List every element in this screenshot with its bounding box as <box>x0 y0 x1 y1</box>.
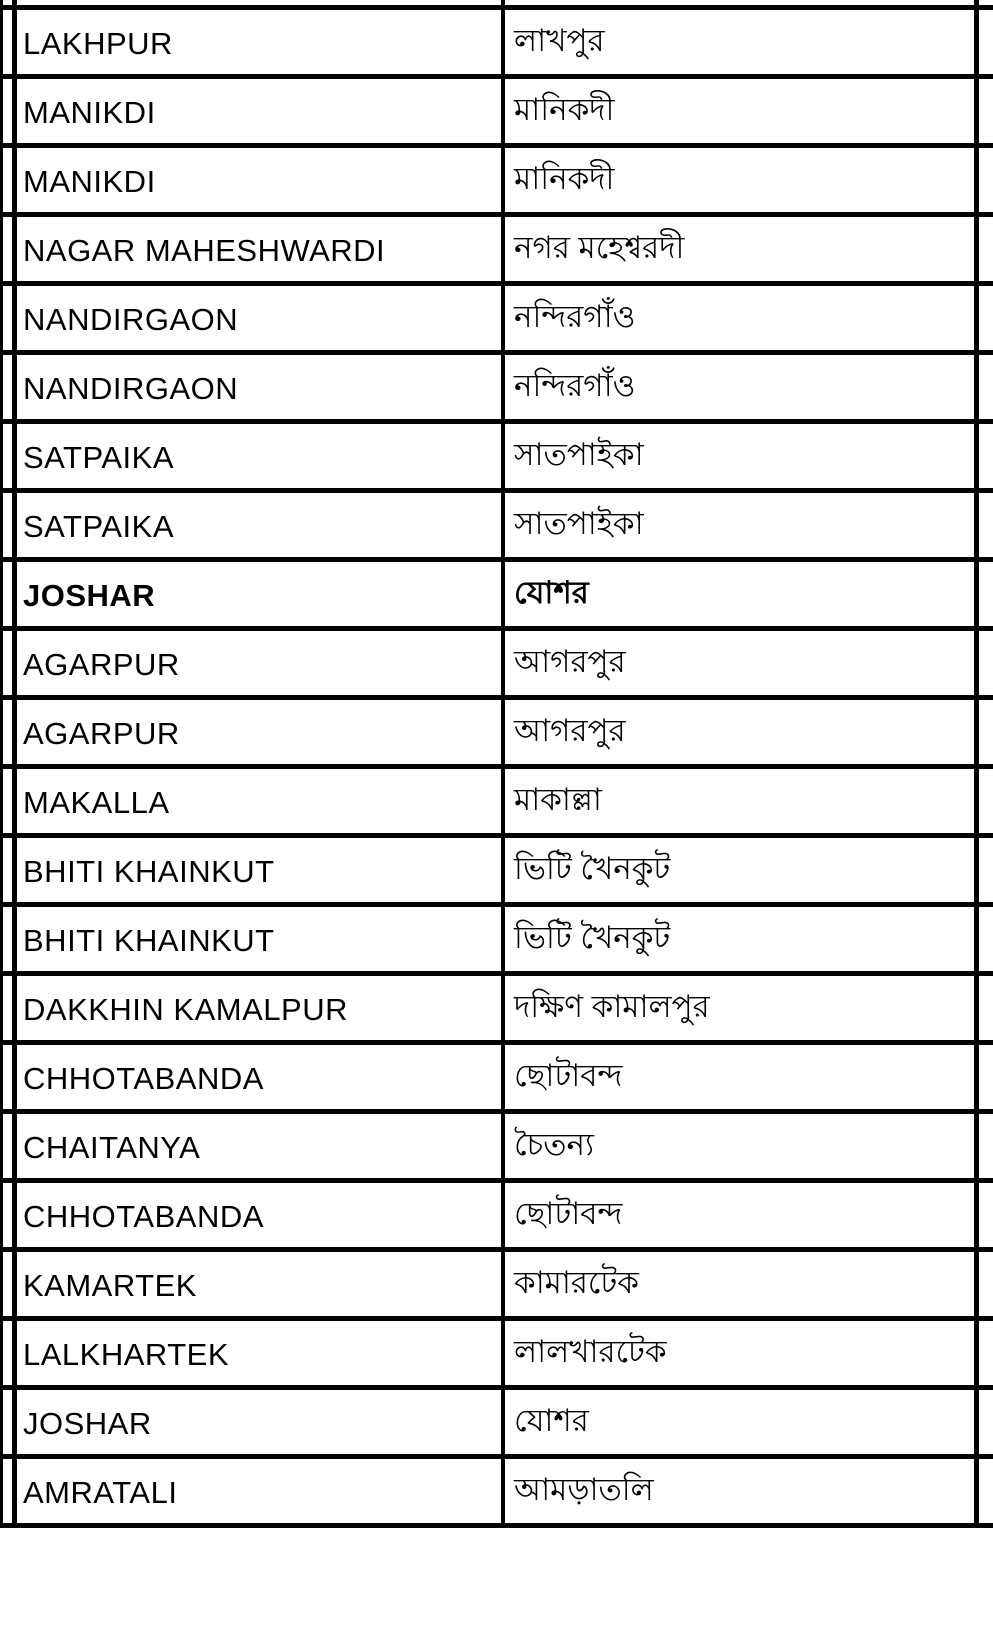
village-name-bengali: ছোটাবন্দ <box>514 1195 623 1231</box>
village-name-english: AMRATALI <box>23 1474 178 1510</box>
village-name-bengali-cell <box>505 1114 979 1178</box>
village-name-english-cell <box>17 700 505 764</box>
village-name-bengali-cell <box>505 355 979 419</box>
village-name-english-cell <box>17 976 505 1040</box>
village-name-bengali-cell <box>505 148 979 212</box>
village-name-english: AGARPUR <box>23 715 180 751</box>
village-name-bengali: ভিটি খৈনকুট <box>514 850 671 886</box>
cropped-left-column-cell <box>0 907 17 971</box>
table-row <box>0 424 993 493</box>
table-row <box>0 1183 993 1252</box>
village-name-bengali: সাতপাইকা <box>514 436 644 472</box>
table-row <box>0 838 993 907</box>
table-row <box>0 976 993 1045</box>
village-name-bengali: লাখপুর <box>514 22 605 58</box>
table-row <box>0 631 993 700</box>
village-name-bengali: সাতপাইকা <box>514 505 644 541</box>
village-name-english: SATPAIKA <box>23 508 175 544</box>
cropped-right-column-cell <box>979 976 993 1040</box>
village-name-english: NAGAR MAHESHWARDI <box>23 232 386 268</box>
table-row <box>0 217 993 286</box>
table-row <box>0 1114 993 1183</box>
village-name-bengali-cell <box>505 631 979 695</box>
village-name-english-cell <box>17 1459 505 1523</box>
table-row <box>0 148 993 217</box>
cropped-left-column-cell <box>0 631 17 695</box>
cropped-left-column-cell <box>0 769 17 833</box>
village-name-english-cell <box>17 355 505 419</box>
cropped-left-column-cell <box>0 1183 17 1247</box>
village-name-bengali: আমড়াতলি <box>514 1471 654 1507</box>
cropped-left-column-cell <box>0 1045 17 1109</box>
cropped-left-column-cell <box>0 10 17 74</box>
cropped-right-column-cell <box>979 1459 993 1523</box>
cropped-right-column-cell <box>979 631 993 695</box>
village-name-english: AGARPUR <box>23 646 180 682</box>
cropped-left-column-cell <box>0 700 17 764</box>
cropped-left-column-cell <box>0 217 17 281</box>
cropped-left-column-cell <box>0 0 17 5</box>
village-name-bengali: আগরপুর <box>514 643 626 679</box>
village-name-english-cell <box>17 0 505 5</box>
village-name-bengali: আগরপুর <box>514 712 626 748</box>
table-row <box>0 1321 993 1390</box>
cropped-right-column-cell <box>979 10 993 74</box>
cropped-left-column-cell <box>0 562 17 626</box>
cropped-right-column-cell <box>979 562 993 626</box>
cropped-left-column-cell <box>0 1252 17 1316</box>
cropped-right-column-cell <box>979 1045 993 1109</box>
village-name-bengali: ছোটাবন্দ <box>514 1057 623 1093</box>
cropped-right-column-cell <box>979 1252 993 1316</box>
village-name-bengali-cell <box>505 1459 979 1523</box>
cropped-left-column-cell <box>0 1114 17 1178</box>
village-name-english: LAKHPUR <box>23 25 173 61</box>
village-name-english: JOSHAR <box>23 577 156 613</box>
table-row <box>0 562 993 631</box>
village-name-bengali: লালখারটেক <box>514 1333 667 1369</box>
village-name-bengali-cell <box>505 286 979 350</box>
village-name-english: DAKKHIN KAMALPUR <box>23 991 348 1027</box>
table-row <box>0 1252 993 1321</box>
village-name-english-cell <box>17 1045 505 1109</box>
village-name-bengali-cell <box>505 700 979 764</box>
village-name-bengali-cell <box>505 1321 979 1385</box>
cropped-right-column-cell <box>979 838 993 902</box>
cropped-right-column-cell <box>979 493 993 557</box>
village-name-bengali-cell <box>505 1390 979 1454</box>
village-name-bengali-cell <box>505 1252 979 1316</box>
cropped-right-column-cell <box>979 700 993 764</box>
village-name-bengali-cell <box>505 976 979 1040</box>
village-name-bengali-cell <box>505 79 979 143</box>
village-name-english-cell <box>17 907 505 971</box>
cropped-left-column-cell <box>0 79 17 143</box>
village-name-bengali: ভিটি খৈনকুট <box>514 919 671 955</box>
village-name-bengali: চৈতন্য <box>514 1126 595 1162</box>
cropped-left-column-cell <box>0 1459 17 1523</box>
cropped-left-column-cell <box>0 286 17 350</box>
village-name-english-cell <box>17 424 505 488</box>
village-name-bengali-cell <box>505 493 979 557</box>
cropped-right-column-cell <box>979 286 993 350</box>
village-name-bengali: যোশর <box>514 574 589 610</box>
table-row <box>0 1045 993 1114</box>
village-name-english: KAMARTEK <box>23 1267 197 1303</box>
village-name-bengali-cell <box>505 1045 979 1109</box>
cropped-right-column-cell <box>979 1114 993 1178</box>
village-name-english-cell <box>17 1114 505 1178</box>
cropped-right-column-cell <box>979 907 993 971</box>
village-name-bengali: যোশর <box>514 1402 589 1438</box>
village-name-english: NANDIRGAON <box>23 370 239 406</box>
table-row <box>0 769 993 838</box>
village-name-english: MANIKDI <box>23 163 156 199</box>
village-name-english: CHHOTABANDA <box>23 1060 264 1096</box>
village-name-bengali: নগর মহেশ্বরদী <box>514 229 685 265</box>
village-name-bengali: নন্দিরগাঁও <box>514 367 636 403</box>
village-name-english-cell <box>17 286 505 350</box>
cropped-left-column-cell <box>0 148 17 212</box>
village-name-bengali: মাকাল্লা <box>514 781 602 817</box>
village-name-english-cell <box>17 631 505 695</box>
village-name-english: MANIKDI <box>23 94 156 130</box>
cropped-right-column-cell <box>979 355 993 419</box>
village-name-english-cell <box>17 148 505 212</box>
cropped-right-column-cell <box>979 424 993 488</box>
village-name-english: BHITI KHAINKUT <box>23 853 275 889</box>
cropped-left-column-cell <box>0 1321 17 1385</box>
village-name-english-cell <box>17 838 505 902</box>
cropped-right-column-cell <box>979 1183 993 1247</box>
village-name-english: LALKHARTEK <box>23 1336 230 1372</box>
table-row <box>0 79 993 148</box>
village-name-bengali-cell <box>505 217 979 281</box>
cropped-right-column-cell <box>979 79 993 143</box>
village-name-english: CHHOTABANDA <box>23 1198 264 1234</box>
village-name-bengali-cell <box>505 907 979 971</box>
table-body <box>0 10 993 1528</box>
village-name-english: CHAITANYA <box>23 1129 201 1165</box>
village-name-english-cell <box>17 769 505 833</box>
village-name-english: JOSHAR <box>23 1405 152 1441</box>
cropped-right-column-cell <box>979 0 993 5</box>
cropped-left-column-cell <box>0 493 17 557</box>
table-row <box>0 493 993 562</box>
village-name-english: MAKALLA <box>23 784 170 820</box>
table-row <box>0 286 993 355</box>
village-name-english-cell <box>17 1183 505 1247</box>
cropped-left-column-cell <box>0 355 17 419</box>
village-name-english-cell <box>17 1252 505 1316</box>
village-name-english-cell <box>17 1390 505 1454</box>
village-name-english: NANDIRGAON <box>23 301 239 337</box>
village-name-bengali-cell <box>505 562 979 626</box>
table-row <box>0 1390 993 1459</box>
village-name-english-cell <box>17 1321 505 1385</box>
cropped-left-column-cell <box>0 1390 17 1454</box>
table-row <box>0 907 993 976</box>
cropped-right-column-cell <box>979 769 993 833</box>
cropped-right-column-cell <box>979 1321 993 1385</box>
village-name-bengali: কামারটেক <box>514 1264 639 1300</box>
village-name-bengali: নন্দিরগাঁও <box>514 298 636 334</box>
table-row <box>0 10 993 79</box>
village-name-english: BHITI KHAINKUT <box>23 922 275 958</box>
village-name-bengali-cell <box>505 838 979 902</box>
village-name-english-cell <box>17 562 505 626</box>
village-name-english: SATPAIKA <box>23 439 175 475</box>
village-name-bengali-cell <box>505 424 979 488</box>
cropped-right-column-cell <box>979 217 993 281</box>
village-name-bengali: দক্ষিণ কামালপুর <box>514 988 710 1024</box>
village-name-english-cell <box>17 79 505 143</box>
cropped-left-column-cell <box>0 838 17 902</box>
village-name-bengali: মানিকদী <box>514 160 615 196</box>
village-name-english-cell <box>17 493 505 557</box>
village-name-bengali-cell <box>505 1183 979 1247</box>
cropped-right-column-cell <box>979 1390 993 1454</box>
village-name-english-cell <box>17 10 505 74</box>
table-row <box>0 1459 993 1528</box>
table-row <box>0 700 993 769</box>
cropped-left-column-cell <box>0 976 17 1040</box>
village-name-bengali-cell <box>505 0 979 5</box>
village-name-english-cell <box>17 217 505 281</box>
table-row-cropped-top <box>0 0 993 10</box>
table-row <box>0 355 993 424</box>
village-name-bengali-cell <box>505 10 979 74</box>
cropped-left-column-cell <box>0 424 17 488</box>
village-name-bengali: মানিকদী <box>514 91 615 127</box>
cropped-right-column-cell <box>979 148 993 212</box>
village-name-bengali-cell <box>505 769 979 833</box>
